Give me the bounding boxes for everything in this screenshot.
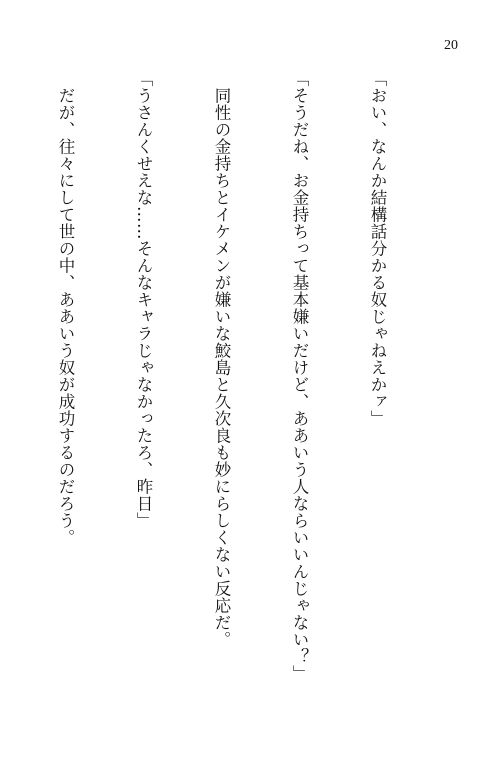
body-text bbox=[0, 70, 442, 682]
text-line: だが、往々にして世の中、ああいう奴が成功するのだろう。 bbox=[56, 70, 75, 546]
text-line: 「うさんくせえな……そんなキャラじゃなかったろ、昨日」 bbox=[134, 70, 153, 529]
text-line: 「おい、なんか結構話分かる奴じゃねえかァ」 bbox=[368, 70, 387, 427]
text-line: 同性の金持ちとイケメンが嫌いな鮫島と久次良も妙にらしくない反応だ。 bbox=[212, 70, 231, 648]
page-number: 20 bbox=[444, 38, 458, 53]
text-line: 「そうだね、お金持ちって基本嫌いだけど、ああいう人ならいいんじゃない？」 bbox=[290, 70, 309, 682]
